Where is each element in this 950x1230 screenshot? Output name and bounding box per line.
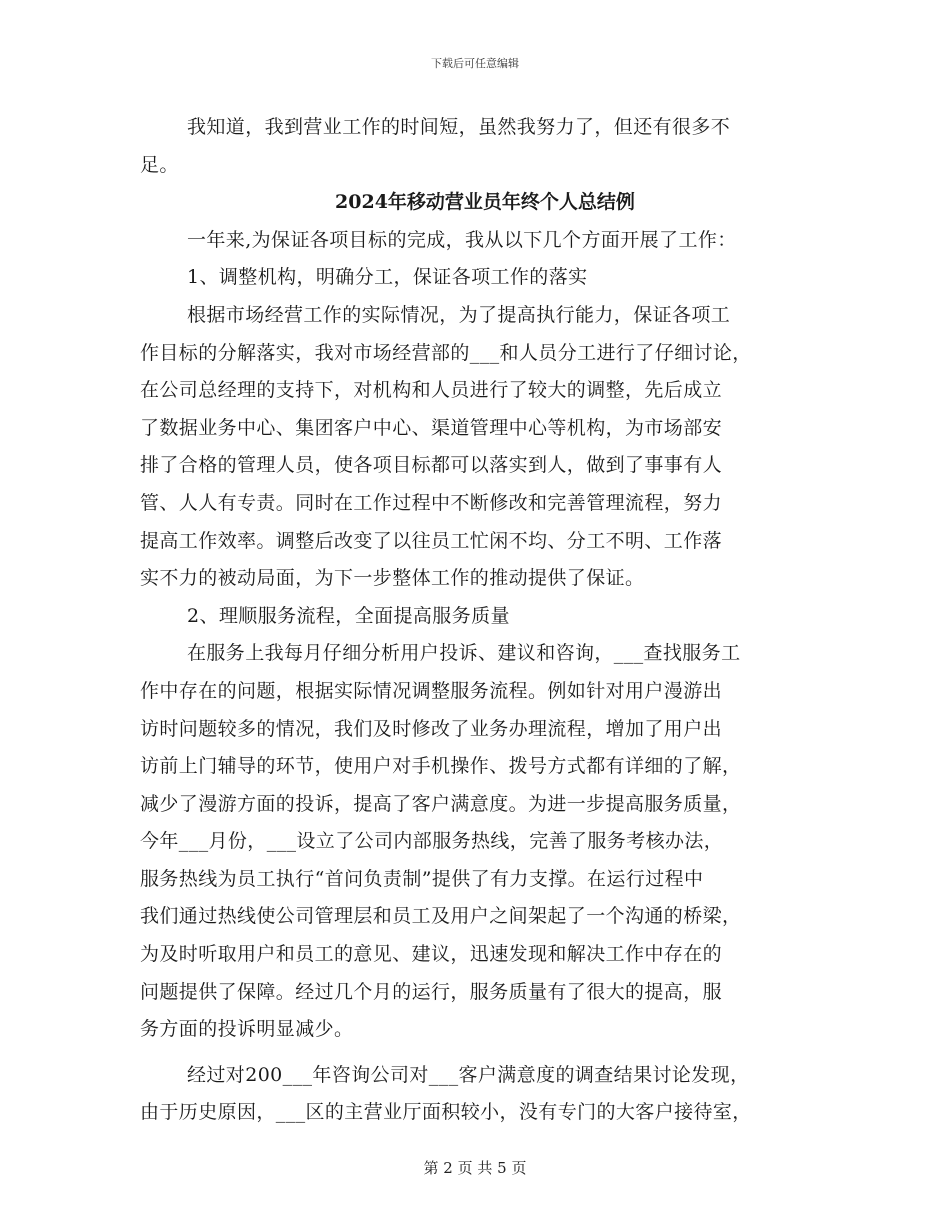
paragraph-line: 今年___月份，___设立了公司内部服务热线，完善了服务考核办法，: [140, 830, 724, 853]
paragraph-line: 由于历史原因，___区的主营业厅面积较小，没有专门的大客户接待室，: [140, 1101, 752, 1124]
page-header: 下载后可任意编辑: [431, 57, 519, 70]
paragraph-line: 根据市场经营工作的实际情况，为了提高执行能力，保证各项工: [187, 303, 731, 326]
paragraph-line: 访前上门辅导的环节，使用户对手机操作、拨号方式都有详细的了解，: [140, 755, 742, 778]
document-title: 2024年移动营业员年终个人总结例: [335, 191, 635, 214]
paragraph-line: 实不力的被动局面，为下一步整体工作的推动提供了保证。: [140, 567, 645, 590]
paragraph-line: 作目标的分解落实，我对市场经营部的___和人员分工进行了仔细讨论，: [140, 341, 752, 364]
paragraph-line: 问题提供了保障。经过几个月的运行，服务质量有了很大的提高，服: [140, 980, 723, 1003]
paragraph-line: 排了合格的管理人员，使各项目标都可以落实到人，做到了事事有人: [140, 454, 723, 477]
paragraph-line: 管、人人有专责。同时在工作过程中不断修改和完善管理流程，努力: [140, 491, 723, 514]
paragraph-line: 服务热线为员工执行“首问负责制”提供了有力支撑。在运行过程中: [140, 867, 704, 890]
paragraph-line: 了数据业务中心、集团客户中心、渠道管理中心等机构，为市场部安: [140, 416, 723, 439]
paragraph-line: 在公司总经理的支持下，对机构和人员进行了较大的调整，先后成立: [140, 379, 723, 402]
page-footer: 第 2 页 共 5 页: [423, 1159, 527, 1177]
paragraph-line: 经过对200___年咨询公司对___客户满意度的调查结果讨论发现，: [187, 1063, 750, 1086]
section-heading: 2、理顺服务流程，全面提高服务质量: [187, 604, 510, 627]
paragraph-line: 在服务上我每月仔细分析用户投诉、建议和咨询，___查找服务工: [187, 642, 741, 665]
paragraph-line: 我们通过热线使公司管理层和员工及用户之间架起了一个沟通的桥梁，: [140, 905, 742, 928]
section-heading: 1、调整机构，明确分工，保证各项工作的落实: [187, 266, 588, 289]
paragraph-line: 为及时听取用户和员工的意见、建议，迅速发现和解决工作中存在的: [140, 943, 723, 966]
paragraph-line: 访时问题较多的情况，我们及时修改了业务办理流程，增加了用户出: [140, 717, 723, 740]
document-body: [140, 109, 810, 1132]
paragraph-line: 一年来,为保证各项目标的完成，我从以下几个方面开展了工作：: [187, 228, 737, 251]
paragraph-line: 作中存在的问题，根据实际情况调整服务流程。例如针对用户漫游出: [140, 679, 723, 702]
paragraph-line: 我知道，我到营业工作的时间短，虽然我努力了，但还有很多不: [187, 116, 731, 138]
paragraph-line: 减少了漫游方面的投诉，提高了客户满意度。为进一步提高服务质量，: [140, 792, 742, 815]
paragraph-line: 务方面的投诉明显减少。: [140, 1018, 354, 1041]
paragraph-line: 足。: [140, 153, 179, 176]
paragraph-line: 提高工作效率。调整后改变了以往员工忙闲不均、分工不明、工作落: [140, 529, 723, 552]
